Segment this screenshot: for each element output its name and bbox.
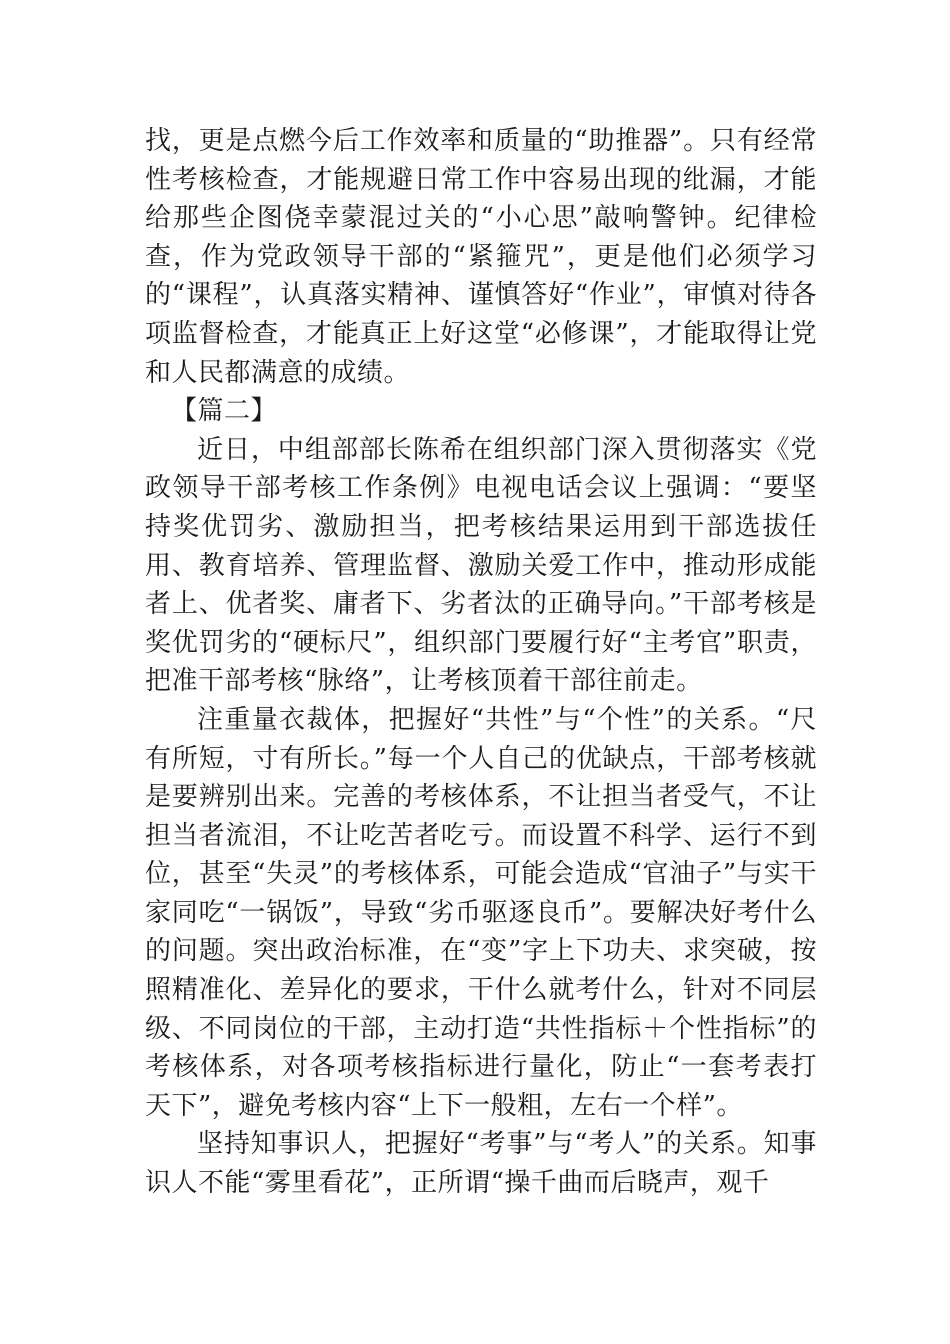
section-heading: 【篇二】 — [171, 396, 278, 427]
document-body — [145, 122, 817, 1203]
paragraph-intro: 近日，中组部部长陈希在组织部门深入贯彻落实《党政领导干部考核工作条例》电视电话会议上强调：“要坚持奖优罚劣、激励担当，把考核结果运用到干部选拔任用、教育培养、管理监督、激励关爱工作中，推动形成能者上、优者奖、庸者下、劣者汰的正确导向。”干部考核是奖优罚劣的“硬标尺”，组织部门要履行好“主考官”职责，把准干部考核“脉络”，让考核顶着干部往前走。 — [145, 434, 817, 697]
paragraph-point-two: 坚持知事识人，把握好“考事”与“考人”的关系。知事识人不能“雾里看花”，正所谓“操千曲而后晓声，观千 — [145, 1129, 817, 1199]
paragraph-point-one: 注重量衣裁体，把握好“共性”与“个性”的关系。“尺有所短，寸有所长。”每一个人自己的优缺点，干部考核就是要辨别出来。完善的考核体系，不让担当者受气，不让担当者流泪，不让吃苦者吃亏。而设置不科学、运行不到位，甚至“失灵”的考核体系，可能会造成“官油子”与实干家同吃“一锅饭”，导致“劣币驱逐良币”。要解决好考什么的问题。突出政治标准，在“变”字上下功夫、求突破，按照精准化、差异化的要求，干什么就考什么，针对不同层级、不同岗位的干部，主动打造“共性指标＋个性指标”的考核体系，对各项考核指标进行量化，防止“一套考表打天下”，避免考核内容“上下一般粗，左右一个样”。 — [145, 704, 817, 1121]
paragraph-continuation: 找，更是点燃今后工作效率和质量的“助推器”。只有经常性考核检查，才能规避日常工作中容易出现的纰漏，才能给那些企图侥幸蒙混过关的“小心思”敲响警钟。纪律检查，作为党政领导干部的“紧箍咒”，更是他们必须学习的“课程”，认真落实精神、谨慎答好“作业”，审慎对待各项监督检查，才能真正上好这堂“必修课”，才能取得让党和人民都满意的成绩。 — [145, 126, 817, 388]
